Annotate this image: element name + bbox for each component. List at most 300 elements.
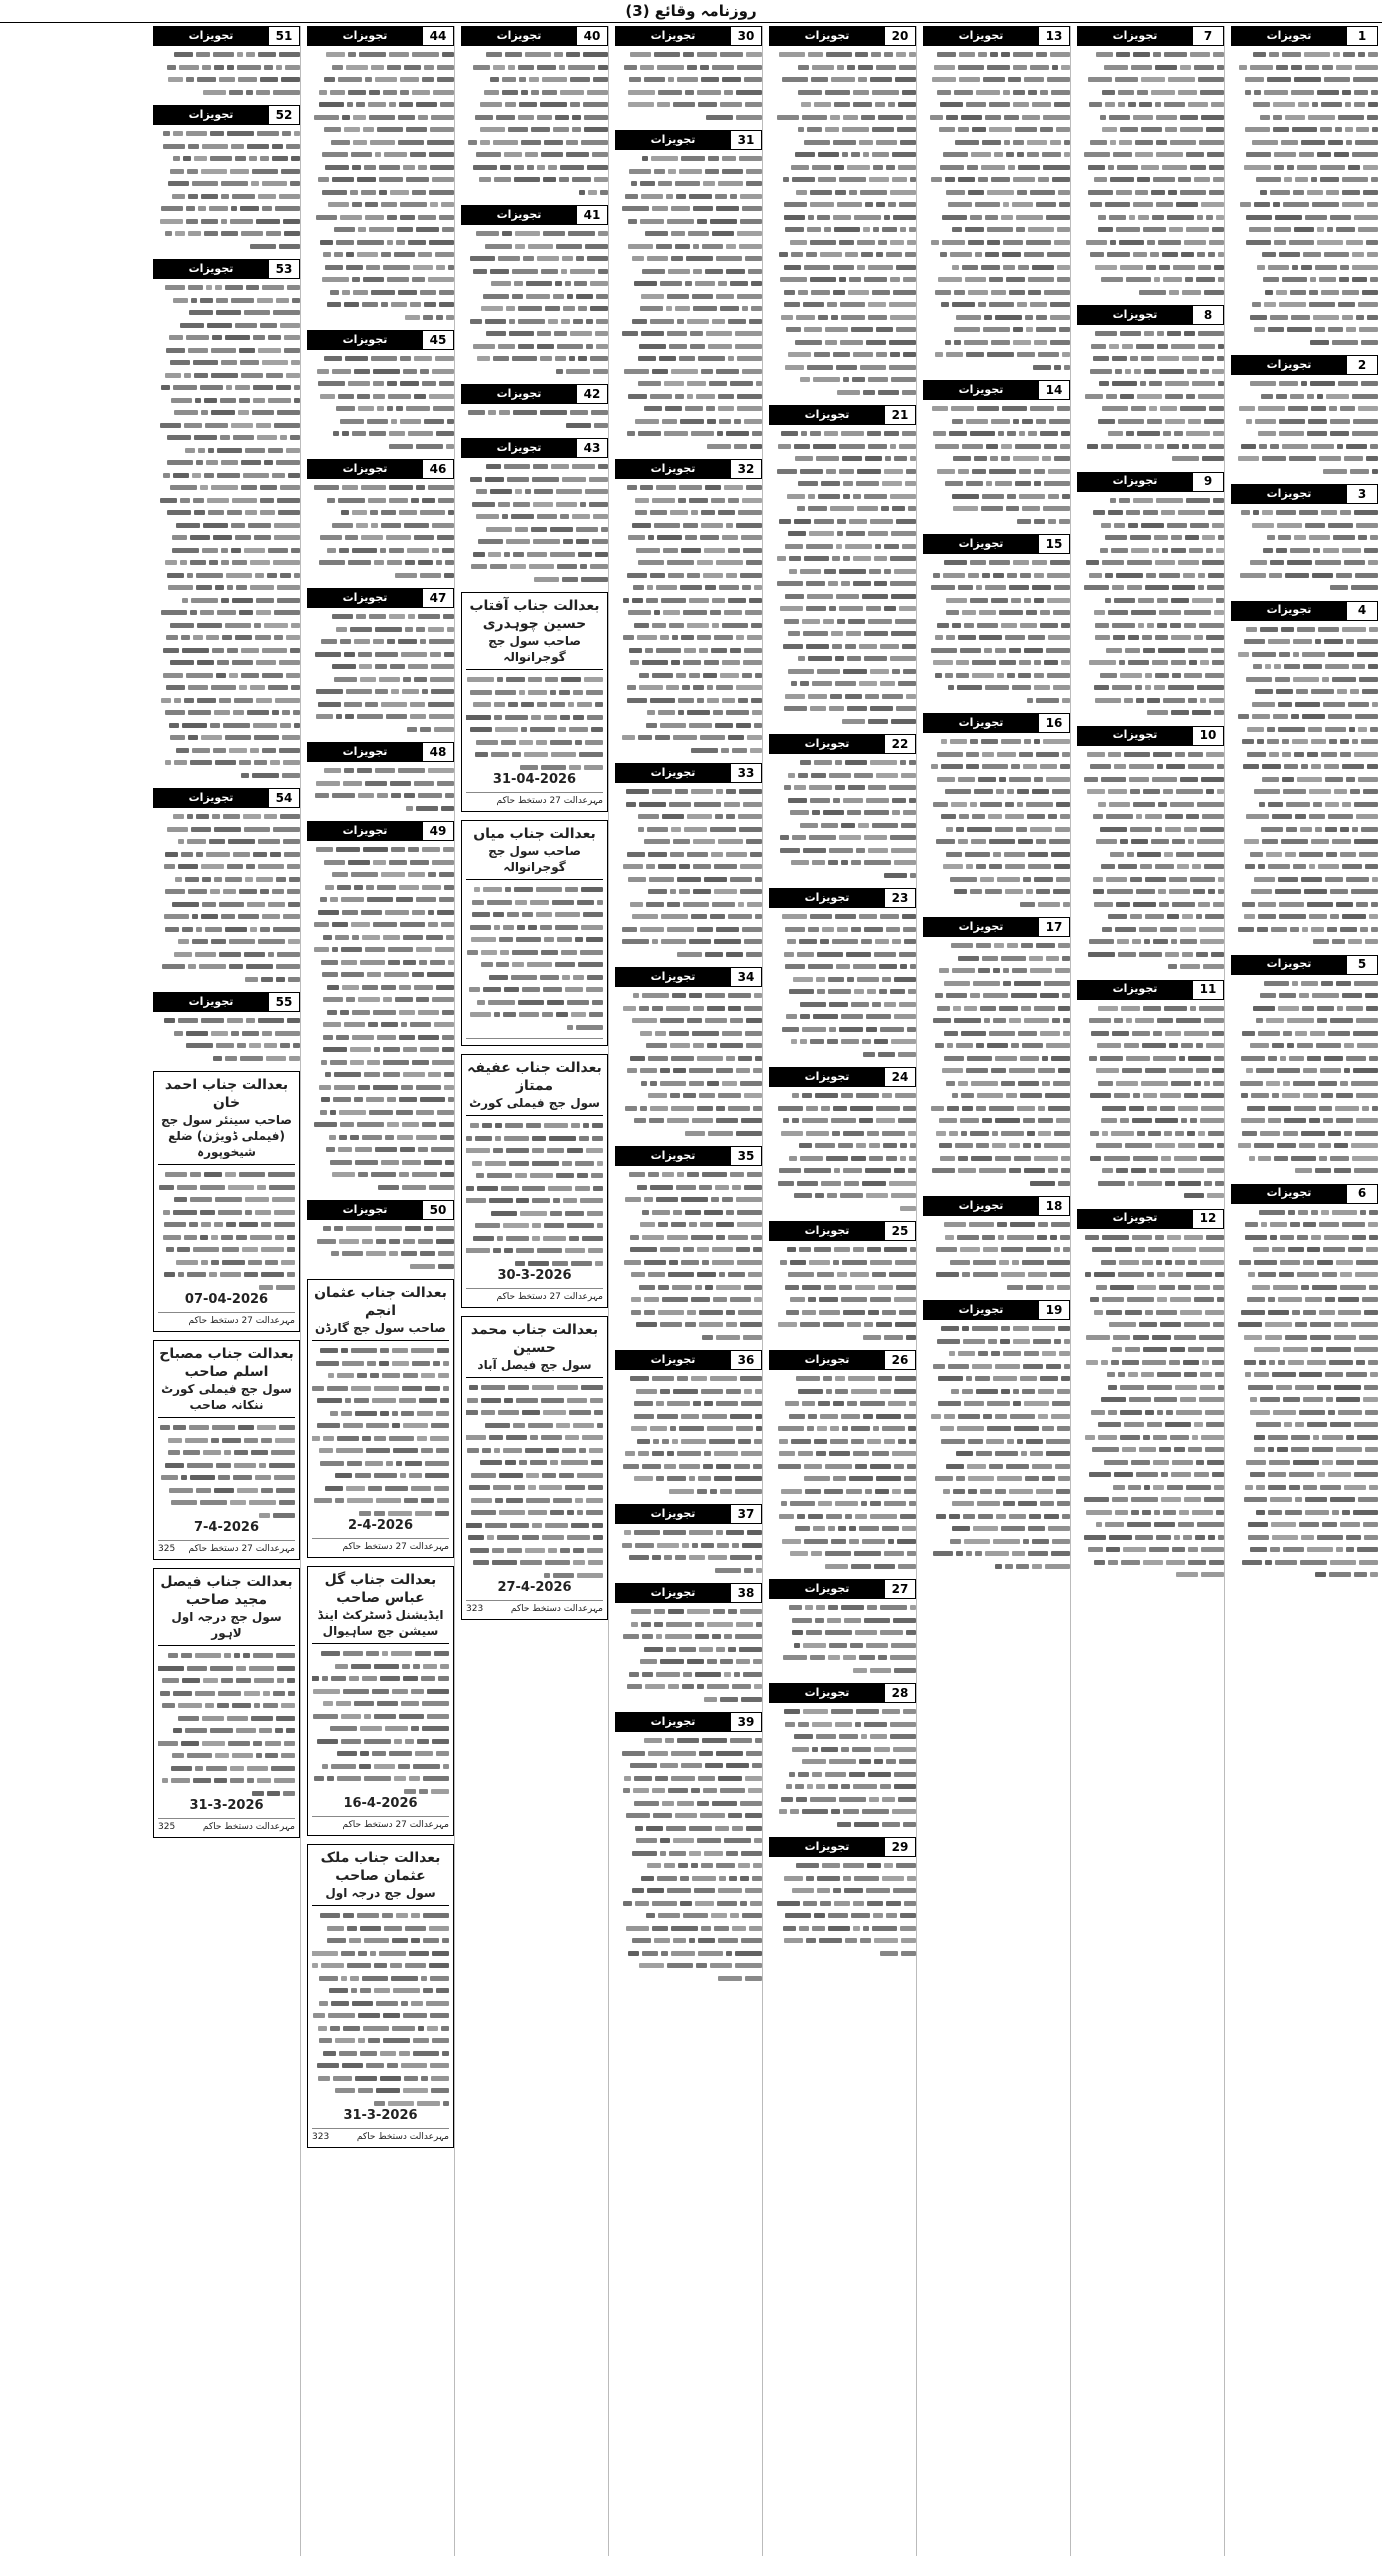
- court-subtitle: سول جج فیملی کورٹ: [469, 1096, 600, 1110]
- notice-header: [769, 1579, 916, 1599]
- notice-header: [1077, 26, 1224, 46]
- court-name: بعدالت جناب عفیفہ ممتاز: [467, 1060, 602, 1094]
- body-text: [1077, 49, 1224, 299]
- body-text: [466, 1382, 603, 1582]
- notice-label: تجویزات: [1078, 306, 1192, 324]
- notice-label: تجویزات: [308, 331, 422, 349]
- notice-number: 35: [730, 1147, 761, 1165]
- court-subtitle: سول جج فیصل آباد: [477, 1358, 592, 1372]
- notice-label: تجویزات: [924, 714, 1038, 732]
- notice-number: 54: [268, 789, 299, 807]
- notice-code: 325: [158, 1543, 176, 1554]
- notice-header: [307, 26, 454, 46]
- notice-label: تجویزات: [770, 27, 884, 45]
- notice-block: [153, 105, 300, 253]
- hearing-date: 31-3-2026: [189, 1798, 264, 1813]
- notice-label: تجویزات: [308, 589, 422, 607]
- court-name: بعدالت جناب عثمان انجم: [314, 1285, 447, 1319]
- notice-block: [615, 130, 762, 453]
- notice-block: [1077, 980, 1224, 1203]
- body-text: [615, 482, 762, 757]
- notice-block: [615, 1504, 762, 1577]
- notice-header: [153, 26, 300, 46]
- notice-block: [1231, 484, 1378, 595]
- notice-number: 32: [730, 460, 761, 478]
- body-text: [153, 282, 300, 782]
- notice-header: [769, 405, 916, 425]
- notice-block: [769, 734, 916, 882]
- body-text: [1077, 328, 1224, 466]
- notice-header: [923, 713, 1070, 733]
- notice-number: 55: [268, 993, 299, 1011]
- notice-label: تجویزات: [924, 535, 1038, 553]
- notice-number: 16: [1038, 714, 1069, 732]
- notice-block: [615, 967, 762, 1140]
- court-name: بعدالت جناب ملک عثمان صاحب: [320, 1850, 441, 1884]
- notice-number: 27: [884, 1580, 915, 1598]
- notice-block: [923, 713, 1070, 911]
- notice-label: تجویزات: [308, 27, 422, 45]
- notice-label: تجویزات: [616, 1351, 730, 1369]
- body-text: [158, 1422, 295, 1522]
- notice-number: 40: [576, 27, 607, 45]
- body-text: [307, 49, 454, 324]
- court-notice: [307, 1566, 454, 1836]
- body-text: [312, 1345, 449, 1520]
- column: [769, 26, 917, 2556]
- body-text: [769, 49, 916, 399]
- body-text: [312, 1910, 449, 2110]
- notice-header: [1077, 726, 1224, 746]
- notice-block: [769, 1221, 916, 1344]
- body-text: [769, 1244, 916, 1344]
- column: [307, 26, 455, 2556]
- hearing-date: 2-4-2026: [347, 1518, 414, 1533]
- notice-header: [1231, 1184, 1378, 1204]
- notice-label: تجویزات: [308, 822, 422, 840]
- court-notice: [307, 1279, 454, 1558]
- notice-footer: [312, 1816, 449, 1832]
- body-text: [769, 911, 916, 1061]
- seal-signature: مہرعدالت 27 دستخط حاکم: [188, 1543, 295, 1554]
- column: [1231, 26, 1378, 2556]
- notice-header: [307, 821, 454, 841]
- notice-header: [461, 26, 608, 46]
- notice-header: [769, 734, 916, 754]
- body-text: [461, 407, 608, 432]
- notice-number: 4: [1346, 602, 1377, 620]
- notice-label: تجویزات: [308, 460, 422, 478]
- notice-number: 31: [730, 131, 761, 149]
- body-text: [615, 1606, 762, 1706]
- notice-header: [153, 105, 300, 125]
- court-name: بعدالت جناب فیصل مجید صاحب: [160, 1574, 293, 1608]
- newspaper-page: [4, 26, 1378, 2556]
- notice-block: [461, 26, 608, 199]
- notice-label: تجویزات: [1078, 1210, 1192, 1228]
- notice-number: 26: [884, 1351, 915, 1369]
- notice-header: [769, 26, 916, 46]
- divider: [466, 879, 603, 880]
- notice-label: تجویزات: [924, 1301, 1038, 1319]
- notice-header: [1231, 355, 1378, 375]
- body-text: [461, 49, 608, 199]
- court-subtitle: سول جج فیملی کورٹ ننکانہ صاحب: [161, 1382, 292, 1412]
- notice-number: 49: [422, 822, 453, 840]
- notice-label: تجویزات: [1078, 981, 1192, 999]
- notice-header: [153, 788, 300, 808]
- notice-header: [615, 1504, 762, 1524]
- body-text: [307, 353, 454, 453]
- notice-block: [461, 205, 608, 378]
- notice-block: [769, 888, 916, 1061]
- seal-signature: مہرعدالت 27 دستخط حاکم: [342, 1819, 449, 1830]
- hearing-date: 07-04-2026: [184, 1292, 269, 1307]
- divider: [158, 1417, 295, 1418]
- masthead: [0, 0, 1382, 23]
- notice-block: [153, 259, 300, 782]
- notice-block: [307, 588, 454, 736]
- court-notice: [461, 1316, 608, 1620]
- notice-number: 2: [1346, 356, 1377, 374]
- body-text: [1231, 1207, 1378, 1582]
- notice-label: تجویزات: [1078, 473, 1192, 491]
- notice-label: تجویزات: [616, 764, 730, 782]
- body-text: [307, 844, 454, 1194]
- body-text: [923, 49, 1070, 374]
- notice-number: 20: [884, 27, 915, 45]
- notice-number: 51: [268, 27, 299, 45]
- seal-signature: مہرعدالت دستخط حاکم: [202, 1821, 295, 1832]
- notice-block: [153, 26, 300, 99]
- notice-label: تجویزات: [462, 385, 576, 403]
- body-text: [769, 428, 916, 728]
- body-text: [615, 1373, 762, 1498]
- notice-block: [1077, 305, 1224, 466]
- court-subtitle: سول جج درجہ اول: [325, 1886, 436, 1900]
- notice-number: 50: [422, 1201, 453, 1219]
- notice-block: [1231, 955, 1378, 1178]
- court-subtitle: صاحب سول جج گوجرانوالہ: [488, 844, 581, 874]
- notice-block: [769, 1350, 916, 1573]
- body-text: [923, 403, 1070, 528]
- court-name: بعدالت جناب احمد خان: [164, 1077, 289, 1111]
- notice-label: تجویزات: [1232, 485, 1346, 503]
- column: [923, 26, 1071, 2556]
- notice-label: تجویزات: [616, 131, 730, 149]
- notice-block: [769, 405, 916, 728]
- notice-block: [615, 1583, 762, 1706]
- divider: [158, 1164, 295, 1165]
- notice-header: [615, 1146, 762, 1166]
- notice-block: [1231, 355, 1378, 478]
- seal-signature: مہرعدالت 27 دستخط حاکم: [188, 1315, 295, 1326]
- notice-number: 41: [576, 206, 607, 224]
- notice-header: [307, 742, 454, 762]
- notice-header: [307, 1200, 454, 1220]
- notice-number: 46: [422, 460, 453, 478]
- notice-footer: [466, 1600, 603, 1616]
- divider: [312, 1643, 449, 1644]
- hearing-date: 16-4-2026: [343, 1796, 418, 1811]
- notice-number: 44: [422, 27, 453, 45]
- column: [461, 26, 609, 2556]
- body-text: [307, 1223, 454, 1273]
- notice-header: [307, 459, 454, 479]
- notice-number: 3: [1346, 485, 1377, 503]
- body-text: [307, 611, 454, 736]
- notice-header: [615, 1712, 762, 1732]
- body-text: [153, 1015, 300, 1065]
- body-text: [153, 128, 300, 253]
- notice-block: [923, 534, 1070, 707]
- notice-label: تجویزات: [770, 1222, 884, 1240]
- court-name: بعدالت جناب محمد حسین: [470, 1322, 599, 1356]
- court-subtitle: ایڈیشنل ڈسٹرکٹ اینڈ سیشن جج ساہیوال: [317, 1608, 444, 1638]
- hearing-date: 27-4-2026: [497, 1580, 572, 1595]
- notice-header: [769, 1683, 916, 1703]
- notice-number: 18: [1038, 1197, 1069, 1215]
- notice-header: [1231, 601, 1378, 621]
- divider: [312, 1340, 449, 1341]
- notice-block: [923, 1300, 1070, 1573]
- notice-header: [1231, 955, 1378, 975]
- notice-label: تجویزات: [770, 735, 884, 753]
- notice-number: 17: [1038, 918, 1069, 936]
- notice-number: 5: [1346, 956, 1377, 974]
- notice-block: [307, 821, 454, 1194]
- notice-number: 9: [1192, 473, 1223, 491]
- notice-label: تجویزات: [770, 406, 884, 424]
- notice-label: تجویزات: [770, 1684, 884, 1702]
- notice-block: [923, 1196, 1070, 1294]
- notice-header: [1231, 484, 1378, 504]
- notice-header: [461, 384, 608, 404]
- notice-header: [615, 763, 762, 783]
- notice-label: تجویزات: [154, 106, 268, 124]
- notice-label: تجویزات: [462, 439, 576, 457]
- body-text: [307, 765, 454, 815]
- body-text: [466, 884, 603, 1034]
- notice-block: [461, 438, 608, 586]
- notice-block: [153, 788, 300, 986]
- seal-signature: مہرعدالت 27 دستخط حاکم: [496, 1291, 603, 1302]
- body-text: [1077, 1003, 1224, 1203]
- body-text: [153, 49, 300, 99]
- seal-signature: مہرعدالت 27 دستخط حاکم: [342, 1541, 449, 1552]
- body-text: [1231, 507, 1378, 595]
- court-name: بعدالت جناب گل عباس صاحب: [324, 1572, 437, 1606]
- body-text: [158, 1169, 295, 1294]
- notice-number: 23: [884, 889, 915, 907]
- notice-number: 6: [1346, 1185, 1377, 1203]
- notice-header: [615, 967, 762, 987]
- body-text: [312, 1648, 449, 1798]
- notice-block: [1077, 726, 1224, 974]
- court-name: بعدالت جناب آفتاب حسین چوہدری: [469, 598, 600, 632]
- notice-footer: [158, 1540, 295, 1556]
- body-text: [769, 1602, 916, 1677]
- hearing-date: 31-3-2026: [343, 2108, 418, 2123]
- masthead-title: روزنامہ وقائع (3): [625, 2, 757, 20]
- notice-number: 28: [884, 1684, 915, 1702]
- body-text: [923, 557, 1070, 707]
- notice-header: [1077, 1209, 1224, 1229]
- body-text: [1077, 1232, 1224, 1582]
- notice-block: [923, 917, 1070, 1190]
- body-text: [1231, 378, 1378, 478]
- notice-number: 13: [1038, 27, 1069, 45]
- body-text: [615, 1169, 762, 1344]
- notice-number: 22: [884, 735, 915, 753]
- notice-block: [153, 992, 300, 1065]
- notice-block: [1077, 472, 1224, 720]
- notice-number: 53: [268, 260, 299, 278]
- notice-header: [923, 26, 1070, 46]
- notice-header: [769, 888, 916, 908]
- body-text: [1077, 749, 1224, 974]
- notice-label: تجویزات: [770, 1580, 884, 1598]
- body-text: [923, 940, 1070, 1190]
- notice-number: 38: [730, 1584, 761, 1602]
- notice-header: [615, 1350, 762, 1370]
- body-text: [615, 49, 762, 124]
- notice-label: تجویزات: [154, 789, 268, 807]
- notice-block: [615, 1350, 762, 1498]
- notice-header: [307, 330, 454, 350]
- notice-header: [923, 917, 1070, 937]
- body-text: [769, 1090, 916, 1215]
- notice-header: [923, 534, 1070, 554]
- notice-number: 14: [1038, 381, 1069, 399]
- notice-block: [615, 1712, 762, 1985]
- court-subtitle: صاحب سول جج گوجرانوالہ: [488, 634, 581, 664]
- notice-footer: [158, 1312, 295, 1328]
- notice-number: 19: [1038, 1301, 1069, 1319]
- notice-header: [1077, 305, 1224, 325]
- notice-header: [1077, 472, 1224, 492]
- body-text: [769, 757, 916, 882]
- notice-header: [615, 130, 762, 150]
- notice-number: 11: [1192, 981, 1223, 999]
- notice-block: [769, 1579, 916, 1677]
- body-text: [461, 228, 608, 378]
- notice-block: [615, 1146, 762, 1344]
- court-subtitle: صاحب سینئر سول جج (فیملی ڈویژن) ضلع شیخوپورہ: [161, 1113, 292, 1159]
- body-text: [158, 1650, 295, 1800]
- body-text: [307, 482, 454, 582]
- notice-block: [615, 26, 762, 124]
- notice-header: [923, 1196, 1070, 1216]
- body-text: [153, 811, 300, 986]
- notice-header: [769, 1067, 916, 1087]
- notice-label: تجویزات: [616, 460, 730, 478]
- body-text: [769, 1373, 916, 1573]
- notice-block: [307, 742, 454, 815]
- notice-label: تجویزات: [616, 968, 730, 986]
- notice-header: [461, 205, 608, 225]
- notice-header: [923, 380, 1070, 400]
- notice-label: تجویزات: [1232, 956, 1346, 974]
- court-notice: [153, 1071, 300, 1332]
- notice-footer: [158, 1818, 295, 1834]
- column: [1077, 26, 1225, 2556]
- notice-number: 25: [884, 1222, 915, 1240]
- notice-block: [1231, 601, 1378, 949]
- body-text: [769, 1860, 916, 1960]
- notice-header: [615, 1583, 762, 1603]
- court-name: بعدالت جناب میاں: [473, 826, 596, 842]
- notice-block: [1077, 1209, 1224, 1582]
- notice-number: 37: [730, 1505, 761, 1523]
- notice-block: [461, 384, 608, 432]
- notice-label: تجویزات: [154, 993, 268, 1011]
- court-name: بعدالت جناب مصباح اسلم صاحب: [159, 1346, 294, 1380]
- court-notice: [461, 1054, 608, 1308]
- notice-number: 47: [422, 589, 453, 607]
- column: [153, 26, 301, 2556]
- notice-block: [1231, 1184, 1378, 1582]
- notice-header: [769, 1221, 916, 1241]
- seal-signature: مہرعدالت دستخط حاکم: [356, 2131, 449, 2142]
- court-subtitle: سول جج درجہ اول لاہور: [171, 1610, 282, 1640]
- notice-block: [769, 1067, 916, 1215]
- divider: [466, 1377, 603, 1378]
- notice-header: [615, 26, 762, 46]
- notice-footer: [312, 1538, 449, 1554]
- notice-label: تجویزات: [616, 1713, 730, 1731]
- notice-label: تجویزات: [1232, 602, 1346, 620]
- notice-label: تجویزات: [616, 1505, 730, 1523]
- notice-label: تجویزات: [1232, 356, 1346, 374]
- court-notice: [307, 1844, 454, 2148]
- notice-label: تجویزات: [154, 27, 268, 45]
- divider: [158, 1645, 295, 1646]
- notice-label: تجویزات: [924, 918, 1038, 936]
- notice-header: [307, 588, 454, 608]
- notice-label: تجویزات: [924, 27, 1038, 45]
- notice-number: 43: [576, 439, 607, 457]
- notice-number: 12: [1192, 1210, 1223, 1228]
- body-text: [615, 1527, 762, 1577]
- body-text: [466, 1120, 603, 1270]
- body-text: [923, 1219, 1070, 1294]
- notice-label: تجویزات: [770, 1351, 884, 1369]
- hearing-date: 31-04-2026: [492, 772, 577, 787]
- notice-footer: [466, 792, 603, 808]
- notice-number: 29: [884, 1838, 915, 1856]
- notice-block: [307, 459, 454, 582]
- divider: [466, 669, 603, 670]
- notice-block: [307, 1200, 454, 1273]
- notice-number: 30: [730, 27, 761, 45]
- seal-signature: مہرعدالت 27 دستخط حاکم: [496, 795, 603, 806]
- notice-footer: [466, 1038, 603, 1041]
- notice-block: [615, 459, 762, 757]
- notice-header: [923, 1300, 1070, 1320]
- notice-header: [769, 1837, 916, 1857]
- notice-block: [1231, 26, 1378, 349]
- court-subtitle: صاحب سول جج گارڈن: [315, 1321, 446, 1335]
- notice-label: تجویزات: [616, 1584, 730, 1602]
- hearing-date: 30-3-2026: [497, 1268, 572, 1283]
- notice-label: تجویزات: [770, 1068, 884, 1086]
- body-text: [615, 786, 762, 961]
- notice-label: تجویزات: [616, 27, 730, 45]
- notice-number: 42: [576, 385, 607, 403]
- notice-label: تجویزات: [462, 27, 576, 45]
- notice-number: 39: [730, 1713, 761, 1731]
